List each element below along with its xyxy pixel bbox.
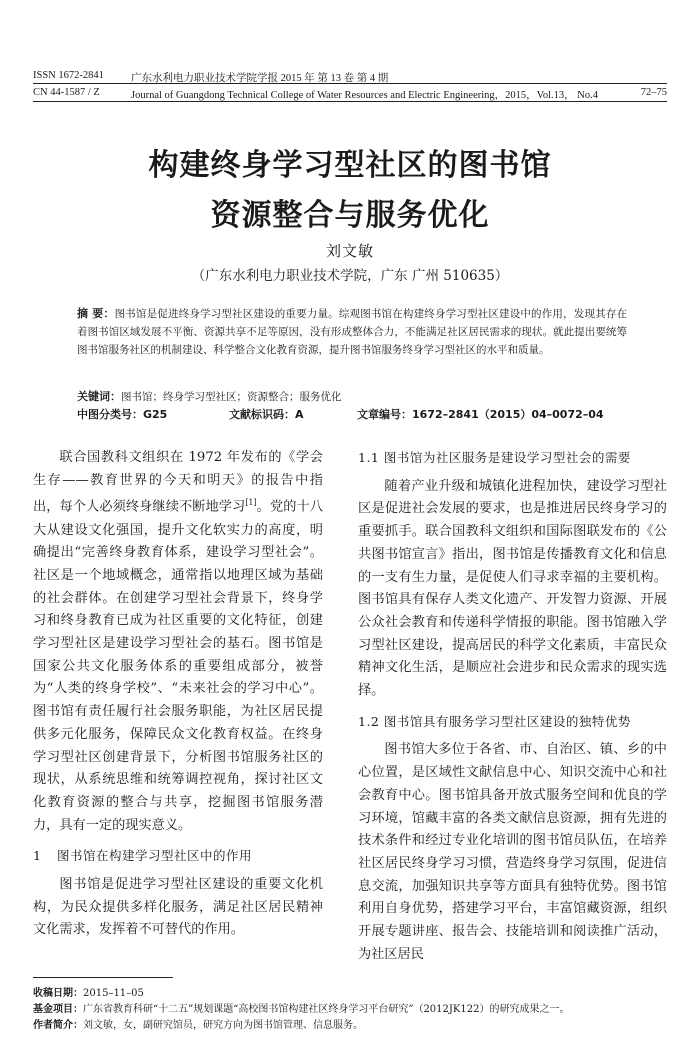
footnote-received: 收稿日期：2015–11–05: [33, 988, 144, 999]
body-column-left: [33, 447, 323, 942]
clc-number: 中图分类号：G25: [77, 408, 168, 421]
section-1-paragraph: 图书馆是促进学习型社区建设的重要文化机构，为民众提供多样化服务，满足社区居民精神文化需求，发挥着不可替代的作用。: [33, 877, 323, 938]
author-affiliation: （广东水利电力职业技术学院，广东 广州 510635）: [191, 268, 509, 284]
author-name: 刘文敏: [325, 242, 374, 260]
footnote-funding: 基金项目：广东省教育科研“十二五”规划课题“高校图书馆构建社区终身学习平台研究”（2012JK122）的研究成果之一。: [33, 1004, 570, 1015]
header-rule: [33, 83, 667, 84]
page-range: 72–75: [640, 87, 667, 98]
section-1-1-paragraph: 随着产业升级和城镇化进程加快，建设学习型社区是促进社会发展的要求，也是推进居民终身学习的重要抓手。联合国教科文组织和国际图联发布的《公共图书馆宣言》指出，图书馆是传播教育文化和信息的一支有生力量，是促使人们寻求幸福的主要机构。图书馆具有保存人类文化遗产、开发智力资源、开展公众社会教育和传递科学情报的职能。图书馆融入学习型社区建设，提高居民的科学文化素质，丰富民众精神文化生活，是顺应社会进步和民众需求的现实选择。: [358, 478, 667, 699]
section-1-title: 图书馆在构建学习型社区中的作用: [57, 848, 253, 864]
section-1-number: 1: [33, 848, 42, 864]
keywords-text: 图书馆；终身学习型社区；资源整合；服务优化: [121, 391, 342, 403]
article-title-line-1: 构建终身学习型社区的图书馆: [148, 148, 552, 183]
header-rule-bottom: [33, 101, 667, 102]
footnote-rule: [33, 977, 173, 978]
section-1-2-paragraph: 图书馆大多位于各省、市、自治区、镇、乡的中心位置，是区域性文献信息中心、知识交流中心和社会教育中心。图书馆具备开放式服务空间和优良的学习环境，馆藏丰富的各类文献信息资源，拥有先进的技术条件和经过专业化培训的图书馆员队伍，在培养社区居民终身学习习惯，营造终身学习氛围，促进信息交流，加强知识共享等方面具有独特优势。图书馆利用自身优势，搭建学习平台，丰富馆藏资源，组织开展专题讲座、报告会、技能培训和阅读推广活动，为社区居民: [358, 742, 667, 962]
section-1-heading: [33, 845, 323, 868]
section-1-2-heading: 1.2 图书馆具有服务学习型社区建设的独特优势: [358, 713, 631, 729]
keywords: [77, 388, 627, 404]
abstract-label: 摘 要：: [77, 307, 115, 320]
article-title-line-2: 资源整合与服务优化: [210, 198, 490, 233]
section-1-1-heading: 1.1 图书馆为社区服务是建设学习型社会的需要: [358, 450, 631, 465]
reference-marker: [1]: [245, 498, 257, 508]
body-column-right: [358, 447, 667, 966]
document-code: 文献标识码：A: [229, 408, 304, 421]
article-number: 文章编号：1672–2841（2015）04–0072–04: [357, 408, 604, 421]
issn: ISSN 1672-2841: [33, 70, 104, 81]
footnote-author-bio: 作者简介：刘文敏，女，副研究馆员，研究方向为图书馆管理、信息服务。: [33, 1020, 363, 1031]
cn-number: CN 44-1587 / Z: [33, 87, 100, 98]
journal-name-cn: 广东水利电力职业技术学院学报 2015 年 第 13 卷 第 4 期: [131, 73, 389, 84]
intro-paragraph: 联合国教科文组织在 1972 年发布的《学会生存——教育世界的今天和明天》的报告中指出，每个人必须终身继续不断地学习[1]。党的十八大从建设文化强国，提升文化软实力的高度，明确提出“完善终身教育体系，建设学习型社会”。社区是一个地域概念，通常指以地理区域为基础的社会群体。在创建学习型社会背景下，终身学习和终身教育已成为社区重要的文化特征，创建学习型社区是建设学习型社会的基石。图书馆是国家公共文化服务体系的重要组成部分，被誉为“人类的终身学校”、“未来社会的学习中心”。图书馆有责任履行社会服务职能，为社区居民提供多元化服务，保障民众文化教育权益。在终身学习型社区创建背景下，分析图书馆服务社区的现状，从系统思维和统筹调控视角，探讨社区文化教育资源的整合与共享，挖掘图书馆服务潜力，具有一定的现实意义。: [33, 450, 324, 833]
keywords-label: 关键词：: [77, 390, 121, 403]
abstract-text: 图书馆是促进终身学习型社区建设的重要力量。综观图书馆在构建终身学习型社区建设中的作用，发现其存在着图书馆区域发展不平衡、资源共享不足等原因，没有形成整体合力，不能满足社区居民需求的现状。就此提出要统筹图书馆服务社区的机制建设、科学整合文化教育资源，提升图书馆服务终身学习型社区的水平和质量。: [77, 308, 627, 356]
abstract: [77, 305, 627, 359]
journal-name-en: Journal of Guangdong Technical College of Water Resources and Electric Engineering，2015，Vol.13， No.4: [131, 90, 599, 101]
